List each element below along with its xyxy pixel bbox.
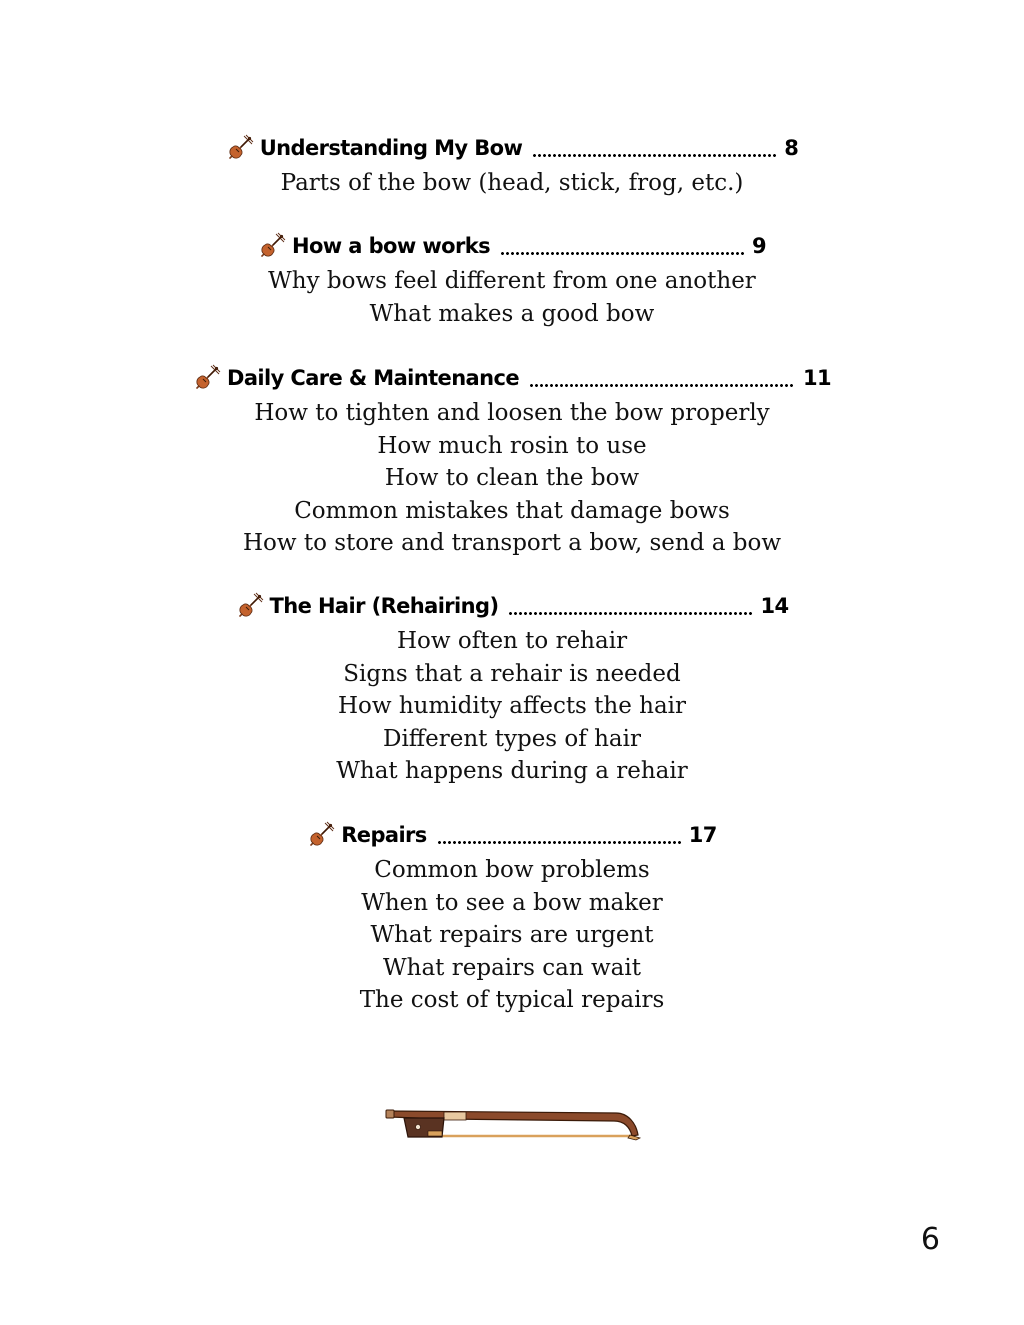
violin-icon: [193, 364, 221, 392]
violin-bow-illustration: [384, 1105, 644, 1145]
toc-subitem: Parts of the bow (head, stick, frog, etc.): [280, 170, 744, 196]
toc-page-number: 9: [752, 234, 767, 258]
violin-icon: [258, 232, 286, 260]
toc-heading[interactable]: [307, 819, 717, 851]
toc-section-how-bow-works: [0, 230, 1024, 330]
toc-subitem: How to clean the bow: [384, 465, 640, 492]
toc-subitem: What happens during a rehair: [336, 758, 688, 785]
toc-subitem: What makes a good bow: [369, 300, 655, 327]
toc-heading-title: Understanding My Bow: [259, 136, 523, 160]
toc-subitem: When to see a bow maker: [361, 889, 663, 916]
toc-subitem: How often to rehair: [396, 628, 628, 654]
toc-subitem: What repairs are urgent: [370, 922, 654, 949]
toc-section-daily-care: [0, 362, 1024, 560]
toc-heading-title: The Hair (Rehairing): [269, 594, 499, 618]
dot-leader: [437, 826, 681, 846]
toc-heading[interactable]: [258, 230, 766, 262]
toc-subitem: Common mistakes that damage bows: [294, 497, 730, 524]
page-number: 6: [920, 1222, 940, 1257]
violin-icon: [226, 134, 254, 162]
toc-subitem: How to store and transport a bow, send a bow: [242, 530, 782, 557]
toc-subitem: Signs that a rehair is needed: [343, 660, 681, 687]
dot-leader: [500, 237, 744, 257]
toc-heading[interactable]: [226, 132, 799, 164]
toc-heading-title: Daily Care & Maintenance: [226, 366, 519, 390]
toc-subitem: The cost of typical repairs: [359, 987, 665, 1014]
toc-subitem: How humidity affects the hair: [337, 693, 687, 720]
toc-heading-title: How a bow works: [291, 234, 490, 258]
toc-heading[interactable]: [236, 590, 789, 622]
toc-page-number: 14: [760, 594, 789, 618]
toc-subitem: How much rosin to use: [377, 432, 647, 459]
violin-icon: [236, 592, 264, 620]
toc-page-number: 17: [688, 823, 717, 847]
toc-subitem: Different types of hair: [383, 725, 641, 752]
toc-subitem: Why bows feel different from one another: [268, 268, 756, 294]
toc-page-number: 8: [784, 136, 799, 160]
dot-leader: [532, 139, 776, 159]
toc-section-hair: [0, 590, 1024, 788]
toc-subitem: What repairs can wait: [383, 954, 641, 981]
toc-section-understanding: [0, 132, 1024, 200]
violin-icon: [307, 821, 335, 849]
dot-leader: [529, 369, 795, 389]
dot-leader: [508, 597, 752, 617]
toc-heading[interactable]: [193, 362, 831, 394]
toc-page-number: 11: [802, 366, 831, 390]
toc-section-repairs: [0, 819, 1024, 1017]
toc-subitem: Common bow problems: [374, 857, 650, 883]
toc-subitem: How to tighten and loosen the bow properly: [254, 400, 770, 426]
toc-heading-title: Repairs: [341, 823, 427, 847]
